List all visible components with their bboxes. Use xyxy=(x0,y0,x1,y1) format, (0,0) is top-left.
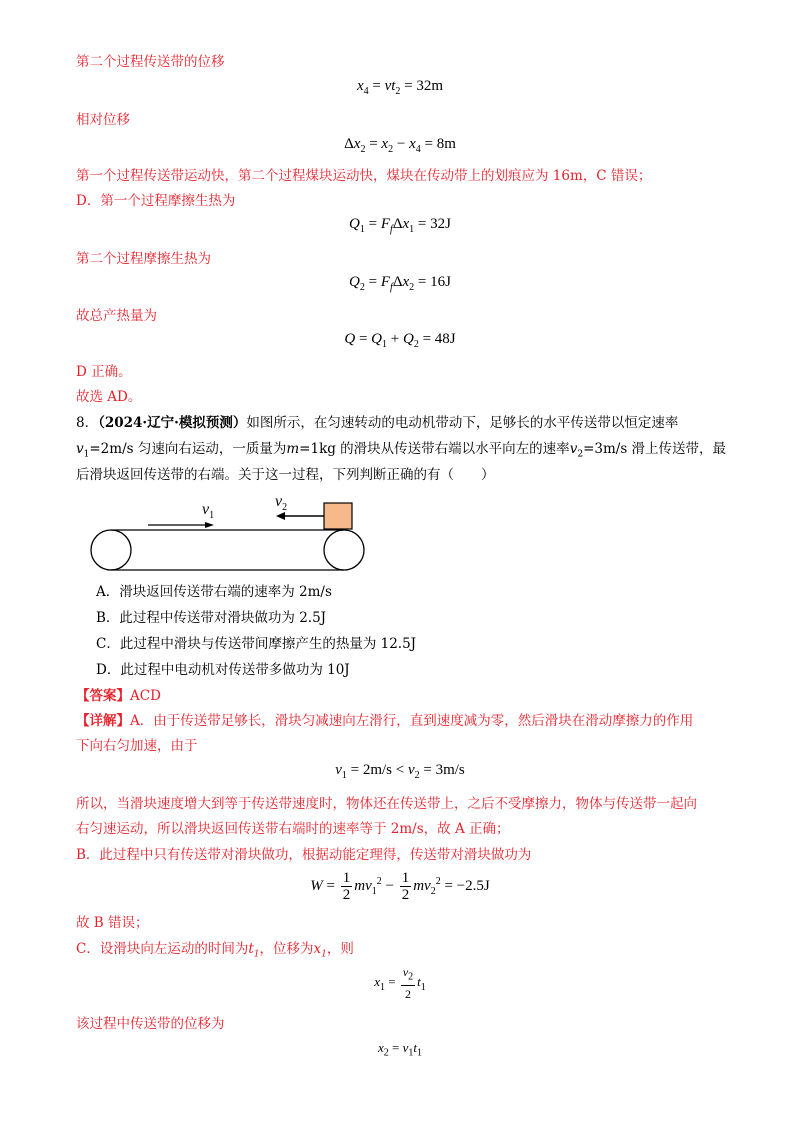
option-a: A．滑块返回传送带右端的速率为 2m/s xyxy=(96,584,332,600)
formula-work: W = $\frac{1}{2}$ $mv_1^2$ − $\frac{1}{2}$ $mv_2^2 = -2.5J$ xyxy=(310,870,490,903)
text-line: 相对位移 xyxy=(76,112,130,128)
option-b: B．此过程中传送带对滑块做功为 2.5J xyxy=(96,610,327,626)
answer-line xyxy=(76,686,161,706)
text-line: 第一个过程传送带运动快，第二个过程煤块运动快，煤块在传动带上的划痕应为 16m，C 错误； xyxy=(76,168,652,184)
answer-tag: 【答案】 xyxy=(76,688,130,704)
question-line-1 xyxy=(76,413,678,433)
slider-block xyxy=(324,503,352,529)
v1-label: $v_1$ xyxy=(202,501,215,521)
detail-line-5: B．此过程中只有传送带对滑块做功，根据动能定理得，传送带对滑块做功为 xyxy=(76,847,532,863)
answer-value: ACD xyxy=(130,688,161,704)
formula-x1: $x_1$ = $\frac{v_2}{2}$ $t_1$ xyxy=(374,965,426,1002)
text-line: 故选 AD。 xyxy=(76,389,142,405)
question-text: 如图所示，在匀速转动的电动机带动下，足够长的水平传送带以恒定速率 xyxy=(246,415,679,431)
formula-dx2: $\Delta x_2 = x_2 - x_4 = 8m$ xyxy=(344,136,456,155)
v2-label: $v_2$ xyxy=(275,493,288,513)
v2-arrow-head xyxy=(276,512,285,520)
formula-v-compare: $v_1 = 2m/s < v_2 = 3m/s$ xyxy=(335,762,465,781)
detail-line-2: 下向右匀加速，由于 xyxy=(76,738,198,754)
text-line: D．第一个过程摩擦生热为 xyxy=(76,193,236,209)
left-pulley xyxy=(91,530,131,570)
option-d: D．此过程中电动机对传送带多做功为 10J xyxy=(96,662,350,678)
detail-line-8: 该过程中传送带的位移为 xyxy=(76,1016,225,1032)
formula-q1: $Q_1 = F_f\Delta x_1 = 32J$ xyxy=(349,216,451,235)
formula-x2: $x_2 = v_1t_1$ xyxy=(377,1040,423,1059)
formula-x4: $x_4 = vt_2 = 32m$ xyxy=(356,78,444,97)
detail-line-3: 所以，当滑块速度增大到等于传送带速度时，物体还在传送带上，之后不受摩擦力，物体与传送带一起向 xyxy=(76,796,697,812)
right-pulley xyxy=(324,530,364,570)
detail-line-7: C．设滑块向左运动的时间为$t_1$，位移为$x_1$，则 xyxy=(76,941,354,960)
question-number: 8． xyxy=(76,415,99,431)
text-line: 第二个过程传送带的位移 xyxy=(76,54,225,70)
detail-line-6: 故 B 错误； xyxy=(76,915,149,931)
text-line: 故总产热量为 xyxy=(76,308,157,324)
formula-q2: $Q_2 = F_f\Delta x_2 = 16J$ xyxy=(349,274,451,293)
detail-line-4: 右匀速运动，所以滑块返回传送带右端时的速率等于 2m/s，故 A 正确； xyxy=(76,821,510,837)
v1-arrow-head xyxy=(205,522,214,528)
detail-tag: 【详解】 xyxy=(76,713,130,729)
detail-line-1: 【详解】A．由于传送带足够长，滑块匀减速向左滑行，直到速度减为零，然后滑块在滑动摩擦力的作用 xyxy=(76,713,694,729)
text-line: D 正确。 xyxy=(76,364,132,380)
question-line-3: 后滑块返回传送带的右端。关于这一过程，下列判断正确的有（ ） xyxy=(76,467,495,483)
question-source: （2024·辽宁·模拟预测） xyxy=(98,415,247,431)
text-line: 第二个过程摩擦生热为 xyxy=(76,251,211,267)
option-c: C．此过程中滑块与传送带间摩擦产生的热量为 12.5J xyxy=(96,636,417,652)
conveyor-figure xyxy=(88,490,378,580)
formula-q: $Q = Q_1 + Q_2 = 48J$ xyxy=(344,331,456,350)
question-line-2: $v_1=2m/s$ 匀速向右运动，一质量为m=1kg 的滑块从传送带右端以水平向左的速率$v_2=3m/s$ 滑上传送带，最 xyxy=(76,441,727,460)
